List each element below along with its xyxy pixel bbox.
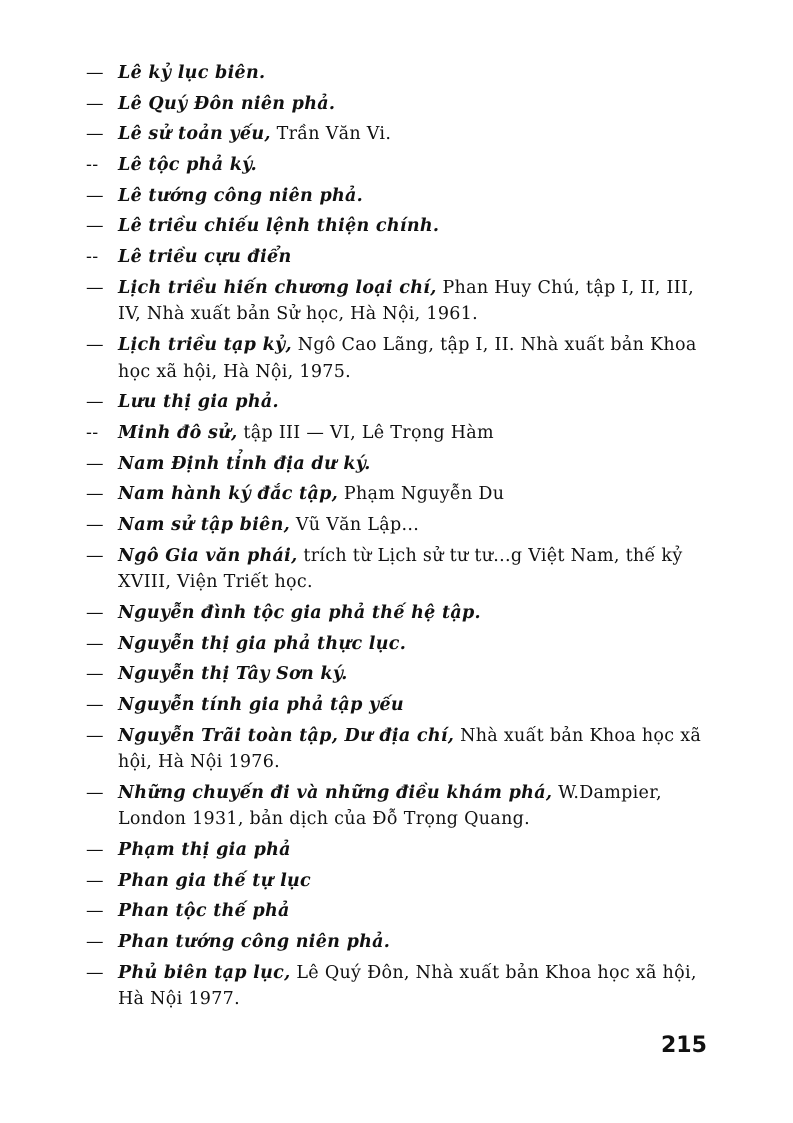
entry-details: tập III — VI, Lê Trọng Hàm <box>237 422 494 443</box>
bibliography-entry <box>86 631 706 658</box>
bibliography-entry <box>86 868 706 895</box>
entry-dash: — <box>86 901 104 922</box>
entry-dash: — <box>86 453 104 474</box>
entry-title: Nguyễn thị gia phả thực lục. <box>118 633 407 654</box>
entry-dash: — <box>86 216 104 237</box>
entry-details: Vũ Văn Lập... <box>290 514 420 535</box>
entry-title: Nam hành ký đắc tập, <box>118 484 339 505</box>
bibliography-entry <box>86 600 706 627</box>
bibliography-entry <box>86 389 706 416</box>
entry-dash: — <box>86 392 104 413</box>
entry-title: Lê triều chiếu lệnh thiện chính. <box>118 216 440 237</box>
bibliography-entry <box>86 661 706 688</box>
bibliography-entry <box>86 121 706 148</box>
entry-dash: — <box>86 545 104 566</box>
entry-dash: — <box>86 962 104 983</box>
entry-title: Lê kỷ lục biên. <box>118 63 266 83</box>
bibliography-entry <box>86 420 706 447</box>
entry-dash: — <box>86 484 104 505</box>
entry-dash: -- <box>86 155 99 176</box>
bibliography-entry <box>86 244 706 271</box>
entry-title: Lê triều cựu điển <box>118 247 292 268</box>
bibliography-entry <box>86 723 706 776</box>
entry-dash: — <box>86 335 104 355</box>
bibliography-list <box>86 60 706 1017</box>
entry-dash: — <box>86 694 104 715</box>
bibliography-entry <box>86 543 706 596</box>
bibliography-entry <box>86 183 706 210</box>
entry-dash: — <box>86 93 104 114</box>
bibliography-entry <box>86 780 706 833</box>
entry-dash: — <box>86 664 104 685</box>
entry-details: Lê Quý Đôn, Nhà xuất bản Khoa học xã hội, Hà Nội 1977. <box>118 962 697 1010</box>
entry-dash: -- <box>86 422 99 443</box>
bibliography-entry <box>86 481 706 508</box>
entry-dash: — <box>86 185 104 206</box>
entry-title: Nguyễn tính gia phả tập yếu <box>118 694 404 715</box>
entry-title: Lê sử toản yếu, <box>118 124 271 145</box>
bibliography-entry <box>86 929 706 956</box>
bibliography-entry <box>86 332 706 385</box>
bibliography-entry <box>86 152 706 179</box>
entry-title: Phan tướng công niên phả. <box>118 932 391 952</box>
entry-title: Lê tộc phả ký. <box>118 155 258 176</box>
entry-details: Nhà xuất bản Khoa học xã hội, Hà Nội 1976. <box>118 725 702 773</box>
entry-dash: — <box>86 839 104 860</box>
bibliography-entry <box>86 451 706 478</box>
entry-title: Minh đô sử, <box>118 422 238 443</box>
entry-details: Ngô Cao Lãng, tập I, II. Nhà xuất bản Khoa học xã hội, Hà Nội, 1975. <box>118 335 697 382</box>
bibliography-entry <box>86 898 706 925</box>
entry-title: Ngô Gia văn phái, <box>118 545 298 566</box>
bibliography-entry <box>86 275 706 328</box>
entry-title: Phan gia thế tự lục <box>118 870 312 891</box>
entry-title: Lịch triều hiến chương loại chí, <box>118 277 437 298</box>
bibliography-entry <box>86 837 706 864</box>
entry-details: Phạm Nguyễn Du <box>338 484 505 505</box>
entry-title: Lưu thị gia phả. <box>118 392 279 413</box>
entry-dash: — <box>86 633 104 654</box>
entry-dash: — <box>86 602 104 623</box>
entry-dash: — <box>86 63 104 83</box>
entry-title: Nam sử tập biên, <box>118 514 290 535</box>
entry-title: Lê tướng công niên phả. <box>118 185 364 206</box>
entry-dash: — <box>86 514 104 535</box>
entry-details: trích từ Lịch sử tư tư...g Việt Nam, thế kỷ XVIII, Viện Triết học. <box>118 545 683 593</box>
entry-title: Những chuyến đi và những điều khám phá, <box>118 782 553 803</box>
entry-title: Nguyễn Trãi toàn tập, Dư địa chí, <box>118 725 455 746</box>
entry-dash: — <box>86 782 104 803</box>
entry-details: W.Dampier, London 1931, bản dịch của Đỗ Trọng Quang. <box>118 782 662 830</box>
entry-title: Lịch triều tạp kỷ, <box>118 335 292 355</box>
entry-title: Lê Quý Đôn niên phả. <box>118 93 336 114</box>
entry-title: Nguyễn đình tộc gia phả thế hệ tập. <box>118 602 481 623</box>
entry-title: Nguyễn thị Tây Sơn ký. <box>118 664 348 685</box>
bibliography-entry <box>86 213 706 240</box>
bibliography-entry <box>86 512 706 539</box>
entry-dash: -- <box>86 247 99 268</box>
bibliography-entry <box>86 60 706 87</box>
entry-title: Phan tộc thế phả <box>118 901 290 922</box>
entry-dash: — <box>86 870 104 891</box>
entry-dash: — <box>86 277 104 298</box>
bibliography-entry <box>86 692 706 719</box>
entry-title: Phạm thị gia phả <box>118 839 291 860</box>
entry-dash: — <box>86 932 104 952</box>
entry-details: Phan Huy Chú, tập I, II, III, IV, Nhà xuất bản Sử học, Hà Nội, 1961. <box>118 277 695 325</box>
entry-dash: — <box>86 124 104 145</box>
entry-title: Phủ biên tạp lục, <box>118 962 291 983</box>
entry-details: Trần Văn Vi. <box>270 124 392 145</box>
bibliography-entry <box>86 91 706 118</box>
bibliography-entry <box>86 960 706 1013</box>
entry-dash: — <box>86 725 104 746</box>
entry-title: Nam Định tỉnh địa dư ký. <box>118 453 371 474</box>
page-number: 215 <box>661 1033 707 1058</box>
